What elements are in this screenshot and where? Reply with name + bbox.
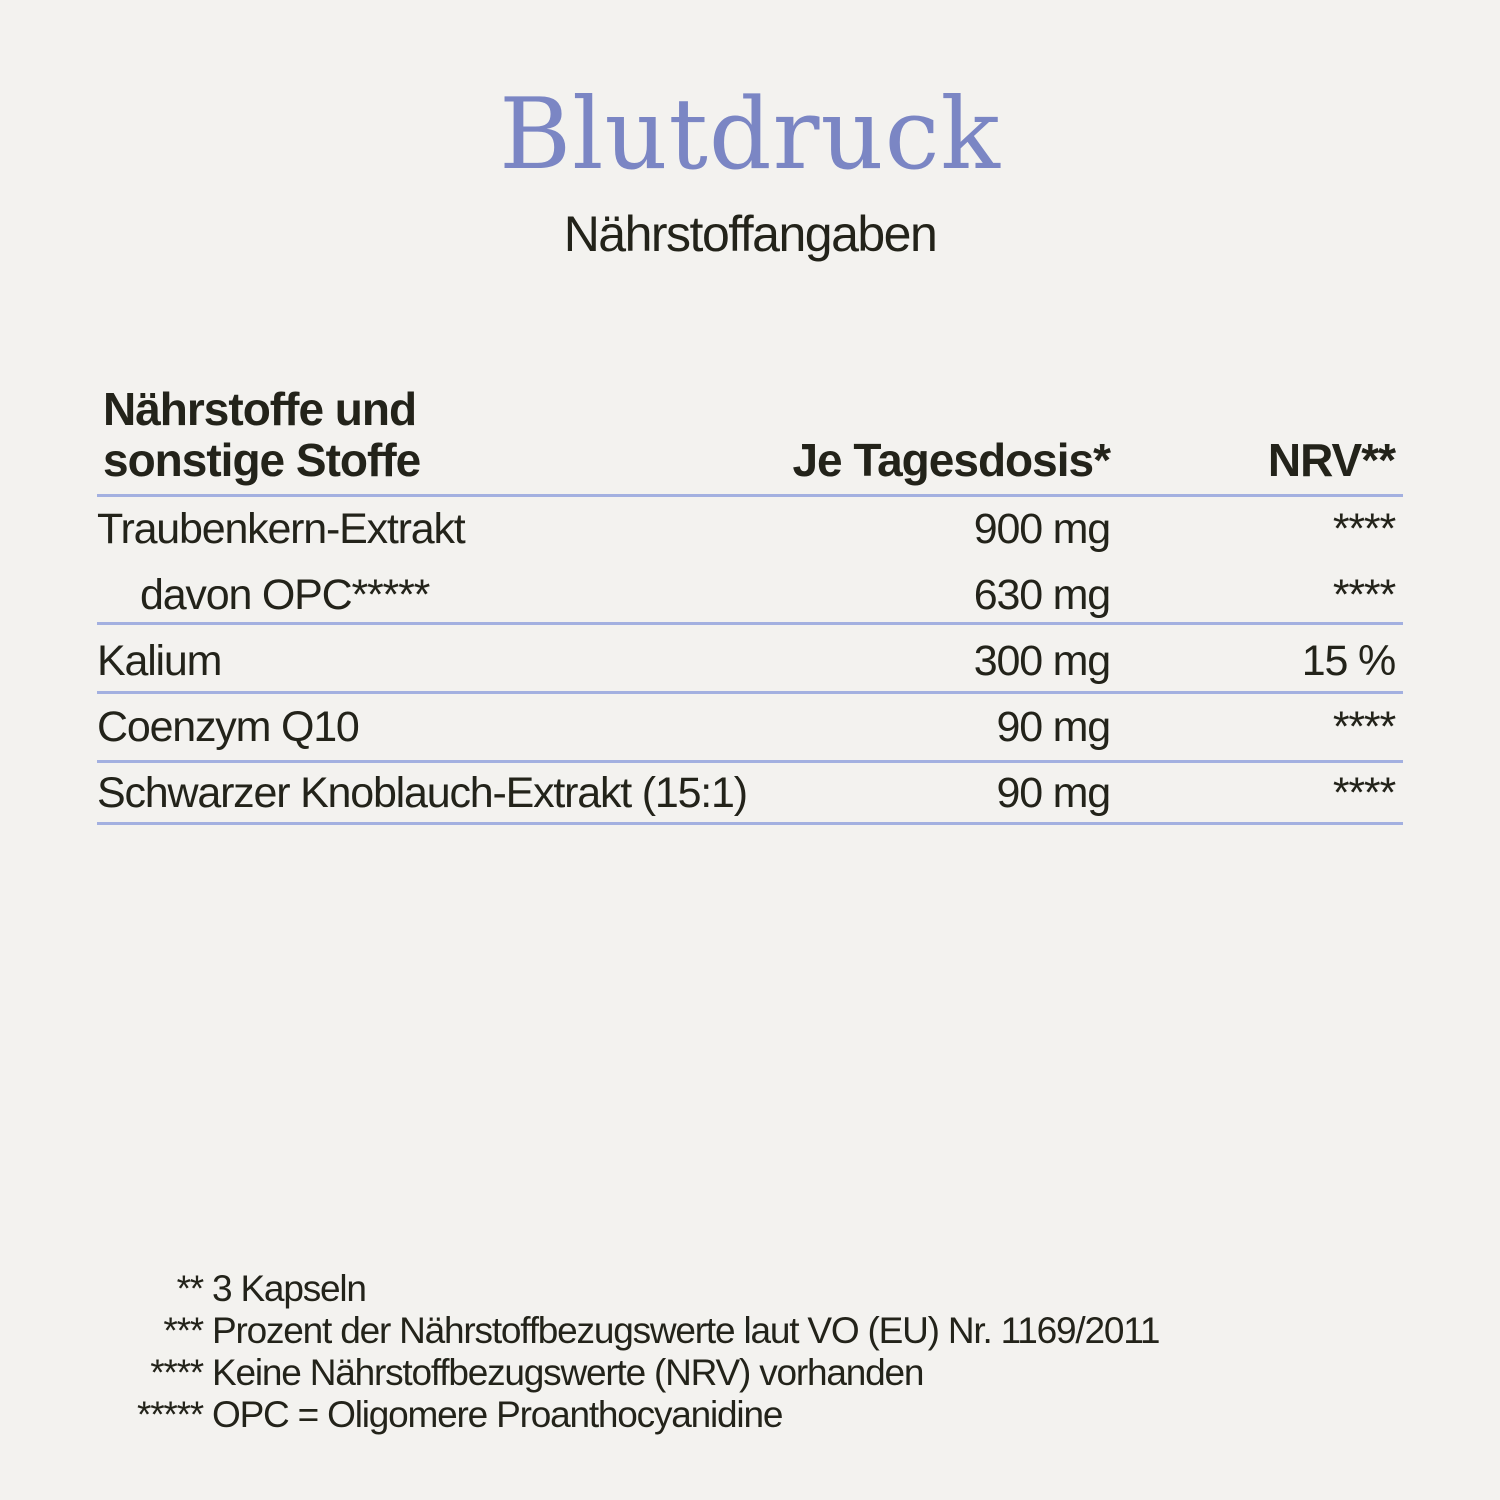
header-nrv: NRV**	[1267, 434, 1395, 486]
row-nrv: ****	[1332, 703, 1395, 751]
page-subtitle: Nährstoffangaben	[563, 206, 937, 262]
divider	[97, 760, 1403, 763]
header-name-line1: Nährstoffe und	[103, 383, 417, 435]
row-dose: 90 mg	[996, 703, 1110, 751]
page-title: Blutdruck	[499, 78, 1001, 192]
footnote-text: Keine Nährstoffbezugswerte (NRV) vorhanden	[212, 1352, 924, 1393]
footnote-mark: *****	[137, 1394, 203, 1435]
row-name: Traubenkern-Extrakt	[97, 505, 465, 553]
row-name: Schwarzer Knoblauch-Extrakt (15:1)	[97, 769, 747, 817]
row-name: davon OPC*****	[140, 571, 430, 619]
divider	[97, 622, 1403, 625]
header-dose: Je Tagesdosis*	[792, 434, 1110, 486]
footnote-text: 3 Kapseln	[212, 1268, 366, 1309]
footnote-text: OPC = Oligomere Proanthocyanidine	[212, 1394, 783, 1435]
row-dose: 900 mg	[973, 505, 1110, 553]
divider	[97, 691, 1403, 694]
row-nrv: ****	[1332, 505, 1395, 553]
row-name: Kalium	[97, 637, 222, 685]
footnote-mark: **	[176, 1268, 203, 1309]
row-nrv: ****	[1332, 769, 1395, 817]
footnote-text: Prozent der Nährstoffbezugswerte laut VO (EU) Nr. 1169/2011	[212, 1310, 1160, 1351]
row-dose: 90 mg	[996, 769, 1110, 817]
row-name: Coenzym Q10	[97, 703, 359, 751]
footnote-mark: ***	[163, 1310, 203, 1351]
footnote-mark: ****	[150, 1352, 203, 1393]
row-nrv: 15 %	[1301, 637, 1395, 685]
row-dose: 300 mg	[973, 637, 1110, 685]
row-dose: 630 mg	[973, 571, 1110, 619]
row-nrv: ****	[1332, 571, 1395, 619]
header-name-line2: sonstige Stoffe	[103, 434, 421, 486]
divider	[97, 822, 1403, 825]
divider	[97, 494, 1403, 497]
